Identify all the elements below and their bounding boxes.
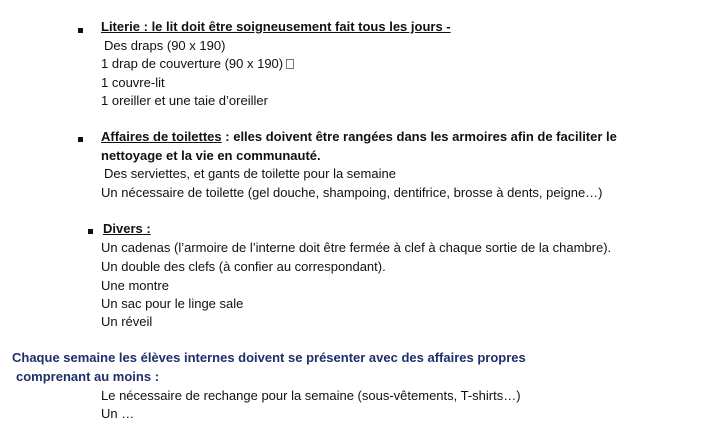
placeholder-box-icon [286, 59, 294, 69]
list-item: Un réveil [101, 314, 153, 329]
notice-line-1: Chaque semaine les élèves internes doivent se présenter avec des affaires propres [12, 350, 526, 365]
list-item: Un nécessaire de toilette (gel douche, shampoing, dentifrice, brosse à dents, peigne…) [101, 185, 603, 200]
section-title-line2: nettoyage et la vie en communauté. [101, 148, 321, 163]
section-title-toilettes [101, 129, 617, 145]
bullet-icon [88, 229, 93, 234]
list-item: Des draps (90 x 190) [104, 38, 226, 53]
list-item: Un … [101, 406, 135, 421]
section-title-label: Affaires de toilettes [101, 129, 222, 144]
section-title-literie: Literie : le lit doit être soigneusement fait tous les jours - [101, 19, 451, 34]
bullet-icon [78, 137, 83, 142]
list-item: 1 oreiller et une taie d’oreiller [101, 93, 268, 108]
bullet-icon [78, 28, 83, 33]
list-item [101, 56, 294, 72]
notice-line-2: comprenant au moins : [16, 369, 160, 384]
section-title-divers: Divers : [103, 221, 151, 236]
list-item: Un cadenas (l’armoire de l’interne doit être fermée à clef à chaque sortie de la chambre). [101, 240, 612, 255]
list-item: Un double des clefs (à confier au correspondant). [101, 259, 386, 274]
list-item: Un sac pour le linge sale [101, 296, 244, 311]
list-item: Une montre [101, 278, 169, 293]
list-item: Le nécessaire de rechange pour la semaine (sous-vêtements, T-shirts…) [101, 388, 521, 403]
section-title-rest: : elles doivent être rangées dans les armoires afin de faciliter le [221, 129, 617, 144]
list-item: 1 couvre-lit [101, 75, 165, 90]
list-item-text: 1 drap de couverture (90 x 190) [101, 56, 284, 71]
list-item: Des serviettes, et gants de toilette pour la semaine [104, 166, 396, 181]
